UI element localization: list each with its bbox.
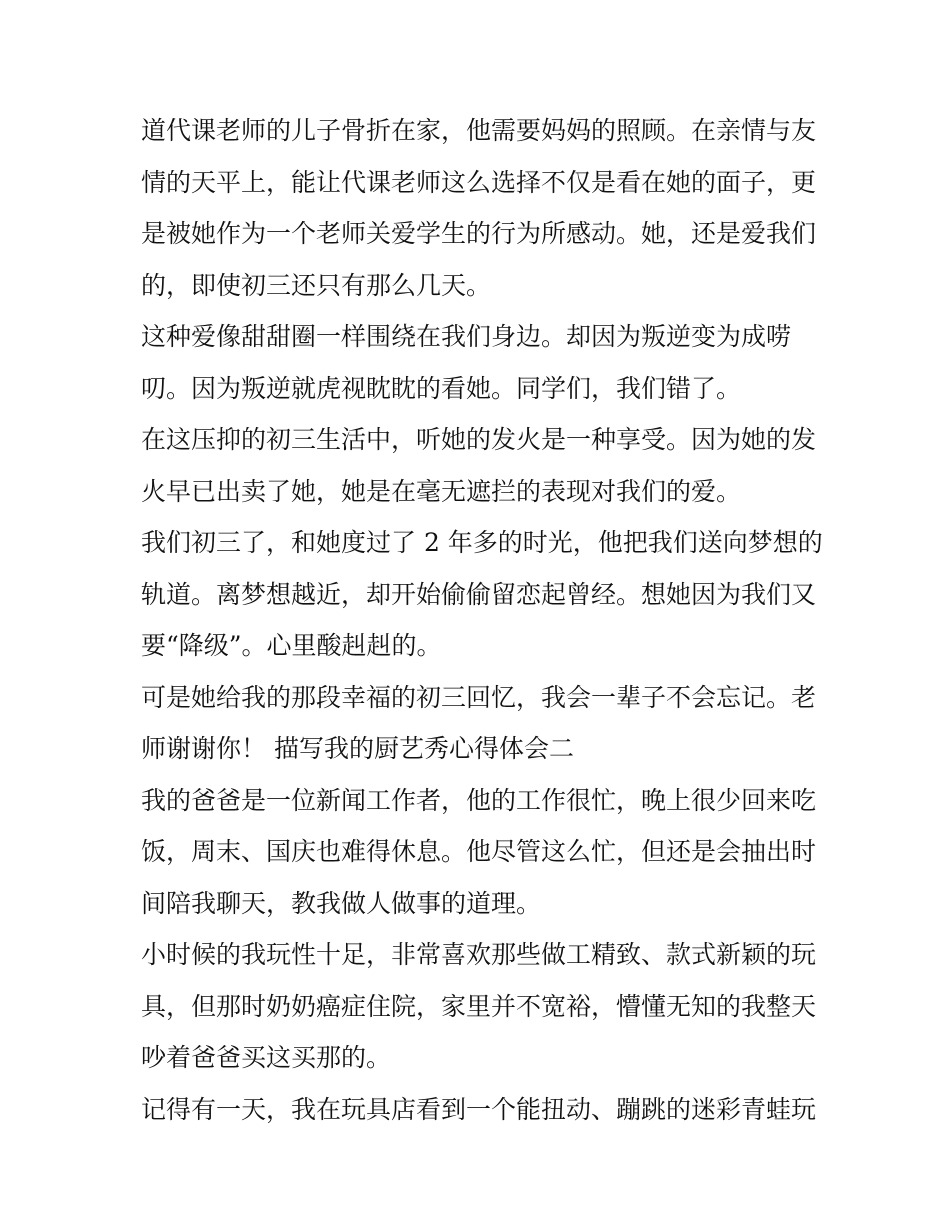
text-line: 是被她作为一个老师关爱学生的行为所感动。她，还是爱我们 bbox=[141, 219, 817, 248]
text-line: 师谢谢你！ 描写我的厨艺秀心得体会二 bbox=[141, 734, 574, 763]
text-line: 这种爱像甜甜圈一样围绕在我们身边。却因为叛逆变为成唠 bbox=[141, 322, 792, 351]
document-body bbox=[141, 105, 821, 1135]
text-line: 记得有一天，我在玩具店看到一个能扭动、蹦跳的迷彩青蛙玩 bbox=[141, 1094, 817, 1124]
text-line: 饭，周末、国庆也难得休息。他尽管这么忙，但还是会抽出时 bbox=[141, 837, 817, 866]
text-line: 轨道。离梦想越近，却开始偷偷留恋起曾经。想她因为我们又 bbox=[141, 579, 817, 609]
text-line: 我们初三了，和她度过了 2 年多的时光，他把我们送向梦想的 bbox=[141, 528, 823, 557]
text-line: 小时候的我玩性十足，非常喜欢那些做工精致、款式新颖的玩 bbox=[141, 940, 817, 969]
text-line: 要“降级”。心里酸赳赳的。 bbox=[141, 631, 442, 660]
text-line: 情的天平上，能让代课老师这么选择不仅是看在她的面子，更 bbox=[141, 167, 817, 197]
text-line: 叨。因为叛逆就虎视眈眈的看她。同学们，我们错了。 bbox=[141, 373, 742, 403]
text-line: 间陪我聊天，教我做人做事的道理。 bbox=[141, 888, 542, 918]
text-line: 在这压抑的初三生活中，听她的发火是一种享受。因为她的发 bbox=[141, 425, 817, 454]
text-line: 可是她给我的那段幸福的初三回忆，我会一辈子不会忘记。老 bbox=[141, 682, 817, 712]
text-line: 具，但那时奶奶癌症住院，家里并不宽裕，懵懂无知的我整天 bbox=[141, 991, 817, 1021]
text-line: 我的爸爸是一位新闻工作者，他的工作很忙，晚上很少回来吃 bbox=[141, 785, 817, 815]
text-line: 火早已出卖了她，她是在毫无遮拦的表现对我们的爱。 bbox=[141, 476, 742, 506]
text-line: 吵着爸爸买这买那的。 bbox=[141, 1043, 392, 1072]
text-line: 道代课老师的儿子骨折在家，他需要妈妈的照顾。在亲情与友 bbox=[141, 116, 817, 145]
text-line: 的，即使初三还只有那么几天。 bbox=[141, 270, 492, 300]
